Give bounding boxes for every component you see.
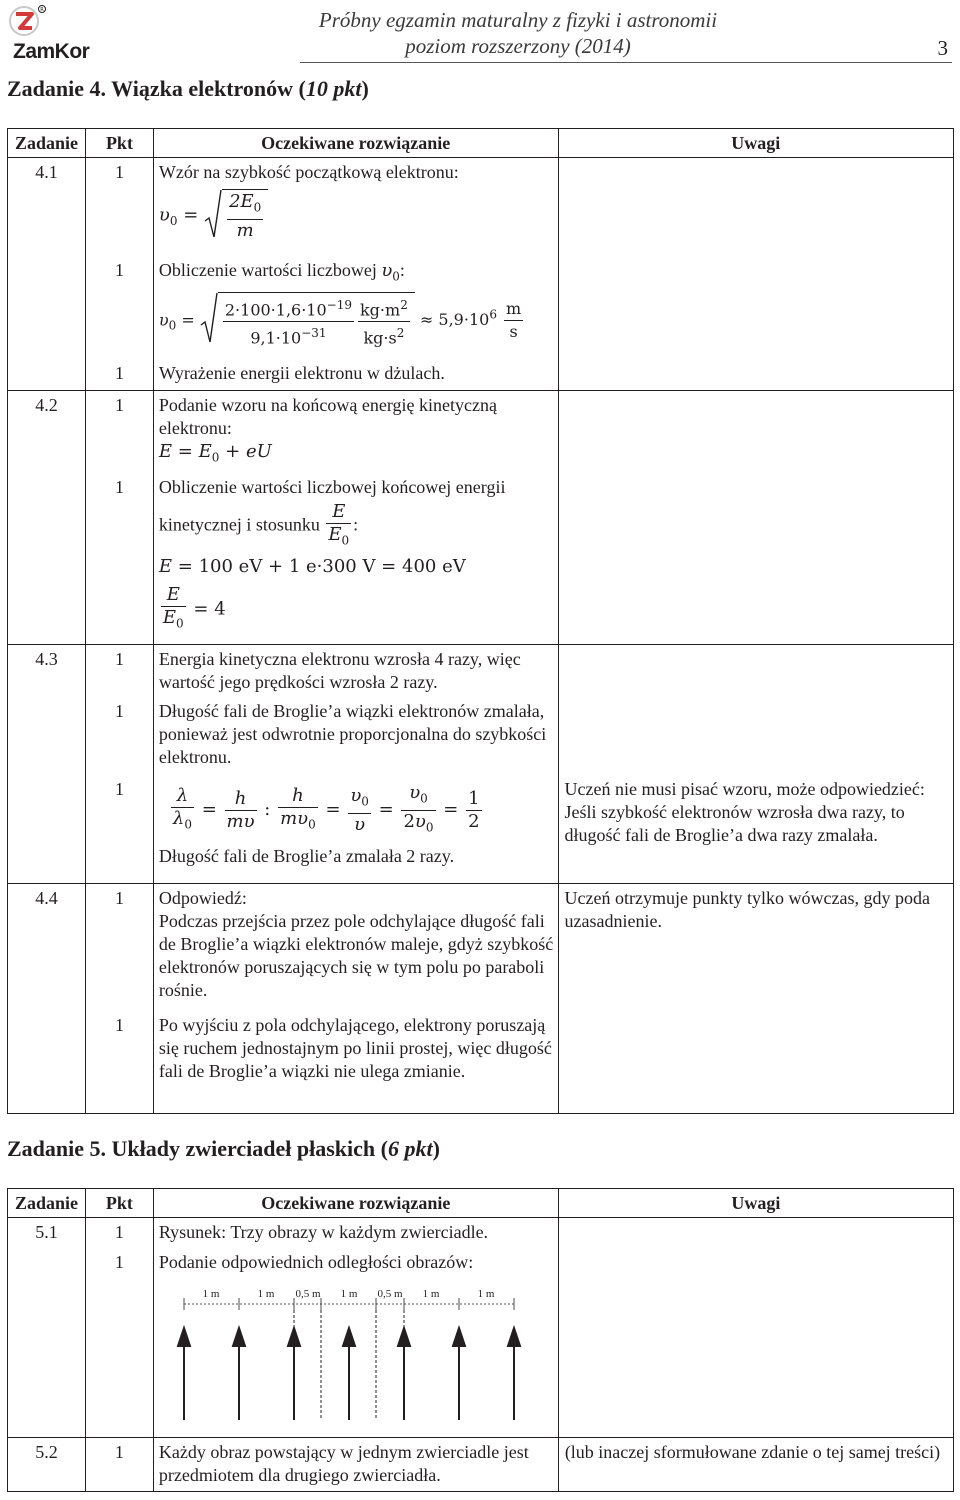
notes-cell bbox=[558, 1218, 953, 1438]
formula-energy: $E = E_0$ + eU bbox=[158, 441, 272, 465]
solution-cell bbox=[153, 883, 558, 1011]
formula-lambda-ratio: $\frac{\lambda}{\lambda_0}$ = $\frac{h}{m\upsilon}$ : $\frac{h}{m\upsilon_0}$ = $\frac{\upsilon_0}{\upsilon}$ = $\frac{\upsilon_0}{2\upsilon_0}$ = $\frac{1}{2}$ bbox=[172, 782, 480, 835]
table-header-row bbox=[8, 1189, 954, 1218]
task4-table bbox=[7, 128, 954, 1114]
notes-cell: Uczeń otrzymuje punkty tylko wówczas, gdy poda uzasadnienie. bbox=[558, 883, 953, 1113]
solution-text: Podczas przejścia przez pole odchylające długość fali de Broglie’a wiązki elektronów maleje, gdyż szybkość elektronów poruszających się w tym polu po paraboli rośnie. bbox=[158, 910, 554, 1000]
mirror-images-figure bbox=[159, 1280, 539, 1430]
points-cell: 1 bbox=[85, 1438, 153, 1492]
col-task: Zadanie bbox=[8, 1189, 86, 1218]
table-row bbox=[8, 1218, 954, 1248]
header-rule bbox=[300, 62, 952, 63]
task-number: 4.3 bbox=[8, 645, 86, 884]
solution-cell bbox=[153, 1248, 558, 1438]
zamkor-logo-icon bbox=[6, 4, 52, 40]
points-cell: 1 bbox=[85, 1218, 153, 1248]
points-cell: 1 bbox=[85, 883, 153, 1011]
solution-cell: Obliczenie wartości liczbowej końcowej energii kinetycznej i stosunku $\frac{E}{E_0}$ : E = 100 eV + 1 e·300 V = 400 eV $\frac{E}{E_0}$ = 4 bbox=[153, 473, 558, 645]
distance-label: 0,5 m bbox=[295, 1287, 321, 1300]
task4-title-points: 10 pkt bbox=[305, 76, 362, 101]
table-row bbox=[8, 775, 954, 883]
formula-v0: $\upsilon_0$ = $2E_0$ m bbox=[159, 185, 554, 248]
solution-cell: Rysunek: Trzy obrazy w każdym zwierciadle. bbox=[153, 1218, 558, 1248]
points-cell: 1 bbox=[85, 645, 153, 698]
solution-cell bbox=[153, 158, 558, 256]
solution-text: Wzór na szybkość początkową elektronu: bbox=[158, 162, 459, 182]
task-number: 4.4 bbox=[8, 883, 86, 1113]
points-cell: 1 bbox=[85, 775, 153, 883]
distance-label: 0,5 m bbox=[377, 1287, 403, 1300]
notes-cell: (lub inaczej sformułowane zdanie o tej samej treści) bbox=[558, 1438, 953, 1492]
task5-title bbox=[7, 1136, 440, 1162]
task-number: 5.1 bbox=[8, 1218, 86, 1438]
distance-label: 1 m bbox=[477, 1287, 495, 1300]
logo-text: ZamKor bbox=[13, 40, 90, 63]
solution-cell: Energia kinetyczna elektronu wzrosła 4 razy, więc wartość jego prędkości wzrosła 2 razy. bbox=[153, 645, 558, 698]
distance-label: 1 m bbox=[202, 1287, 220, 1300]
col-points: Pkt bbox=[85, 1189, 153, 1218]
table-row bbox=[8, 645, 954, 698]
points-cell: 1 bbox=[85, 1011, 153, 1113]
distance-label: 1 m bbox=[422, 1287, 440, 1300]
task-number: 4.2 bbox=[8, 391, 86, 645]
notes-cell bbox=[558, 391, 953, 645]
solution-text: Obliczenie wartości liczbowej końcowej energii bbox=[158, 476, 506, 497]
formula-energy-calc: E = 100 eV + 1 e·300 V = 400 eV bbox=[158, 556, 466, 578]
col-points: Pkt bbox=[85, 129, 153, 158]
table-row bbox=[8, 391, 954, 473]
solution-cell: Każdy obraz powstający w jednym zwierciadle jest przedmiotem dla drugiego zwierciadła. bbox=[153, 1438, 558, 1492]
notes-cell: Uczeń nie musi pisać wzoru, może odpowiedzieć: Jeśli szybkość elektronów wzrosła dwa razy, to długość fali de Broglie’a dwa razy zmalała. bbox=[558, 775, 953, 883]
col-solution: Oczekiwane rozwiązanie bbox=[153, 129, 558, 158]
task4-title-text: Zadanie 4. Wiązka elektronów ( bbox=[7, 76, 306, 101]
distance-label: 1 m bbox=[340, 1287, 358, 1300]
points-cell: 1 bbox=[85, 158, 153, 256]
solution-text: Długość fali de Broglie’a zmalała 2 razy. bbox=[158, 845, 455, 866]
task5-title-points: 6 pkt bbox=[387, 1136, 433, 1161]
task4-title-close: ) bbox=[361, 76, 369, 101]
formula-ratio: $\frac{E}{E_0}$ = 4 bbox=[162, 584, 226, 632]
mirror-diagram bbox=[159, 1280, 539, 1430]
answer-label: Odpowiedź: bbox=[158, 887, 247, 908]
table-header-row bbox=[8, 129, 954, 158]
header-title-line2: poziom rozszerzony (2014) bbox=[405, 34, 631, 58]
solution-cell: Wyrażenie energii elektronu w dżulach. bbox=[153, 359, 558, 391]
solution-text-2: kinetycznej i stosunku bbox=[158, 514, 320, 535]
formula-v0-value: $\upsilon_0$ = $2\cdot 100\cdot 1,6\cdot 10^{-19}$ $9,1\cdot 10^{-31}$ $kg\cdot m^2$ $kg\cdot s^2$ ≈ $5,9\cdot 10^6$ $\frac{m}{s}$ bbox=[159, 288, 554, 356]
task4-title bbox=[7, 76, 369, 102]
zamkor-logo bbox=[6, 4, 96, 64]
task5-table bbox=[7, 1188, 954, 1492]
col-solution: Oczekiwane rozwiązanie bbox=[153, 1189, 558, 1218]
svg-text:R: R bbox=[40, 7, 44, 13]
points-cell: 1 bbox=[85, 473, 153, 645]
header-title-line1: Próbny egzamin maturalny z fizyki i astronomii bbox=[318, 8, 718, 32]
points-cell: 1 bbox=[85, 391, 153, 473]
page-header bbox=[0, 0, 960, 70]
points-cell: 1 bbox=[85, 1248, 153, 1438]
page-number: 3 bbox=[937, 36, 948, 60]
solution-cell bbox=[153, 391, 558, 473]
points-cell: 1 bbox=[85, 359, 153, 391]
table-row bbox=[8, 1438, 954, 1492]
table-row bbox=[8, 883, 954, 1011]
notes-cell bbox=[558, 645, 953, 776]
col-notes: Uwagi bbox=[558, 1189, 953, 1218]
task-number: 4.1 bbox=[8, 158, 86, 391]
col-notes: Uwagi bbox=[558, 129, 953, 158]
solution-cell bbox=[153, 775, 558, 883]
task5-title-close: ) bbox=[432, 1136, 440, 1161]
solution-cell: Obliczenie wartości liczbowej $\upsilon_0$: $\upsilon_0$ = $2\cdot 100\cdot 1,6\cdot 10^{-19}$ $9,1\cdot 10^{-31}$ $kg\cdot m^2$ $kg\cdot s^2$ ≈ $5,9\cdot 10^6$ $\frac{m}{s}$ bbox=[153, 256, 558, 359]
task-number: 5.2 bbox=[8, 1438, 86, 1492]
notes-cell bbox=[558, 158, 953, 391]
solution-cell: Długość fali de Broglie’a wiązki elektronów zmalała, ponieważ jest odwrotnie proporcjonalna do szybkości elektronu. bbox=[153, 697, 558, 775]
solution-cell: Po wyjściu z pola odchylającego, elektrony poruszają się ruchem jednostajnym po linii prostej, więc długość fali de Broglie’a wiązki nie ulega zmianie. bbox=[153, 1011, 558, 1113]
col-task: Zadanie bbox=[8, 129, 86, 158]
solution-text: Podanie odpowiednich odległości obrazów: bbox=[158, 1251, 474, 1272]
solution-text: Obliczenie wartości liczbowej bbox=[158, 259, 377, 280]
solution-text: Podanie wzoru na końcową energię kinetyczną elektronu: bbox=[158, 395, 497, 439]
task5-title-text: Zadanie 5. Układy zwierciadeł płaskich ( bbox=[7, 1136, 388, 1161]
points-cell: 1 bbox=[85, 256, 153, 359]
points-cell: 1 bbox=[85, 697, 153, 775]
distance-label: 1 m bbox=[257, 1287, 275, 1300]
table-row bbox=[8, 158, 954, 256]
